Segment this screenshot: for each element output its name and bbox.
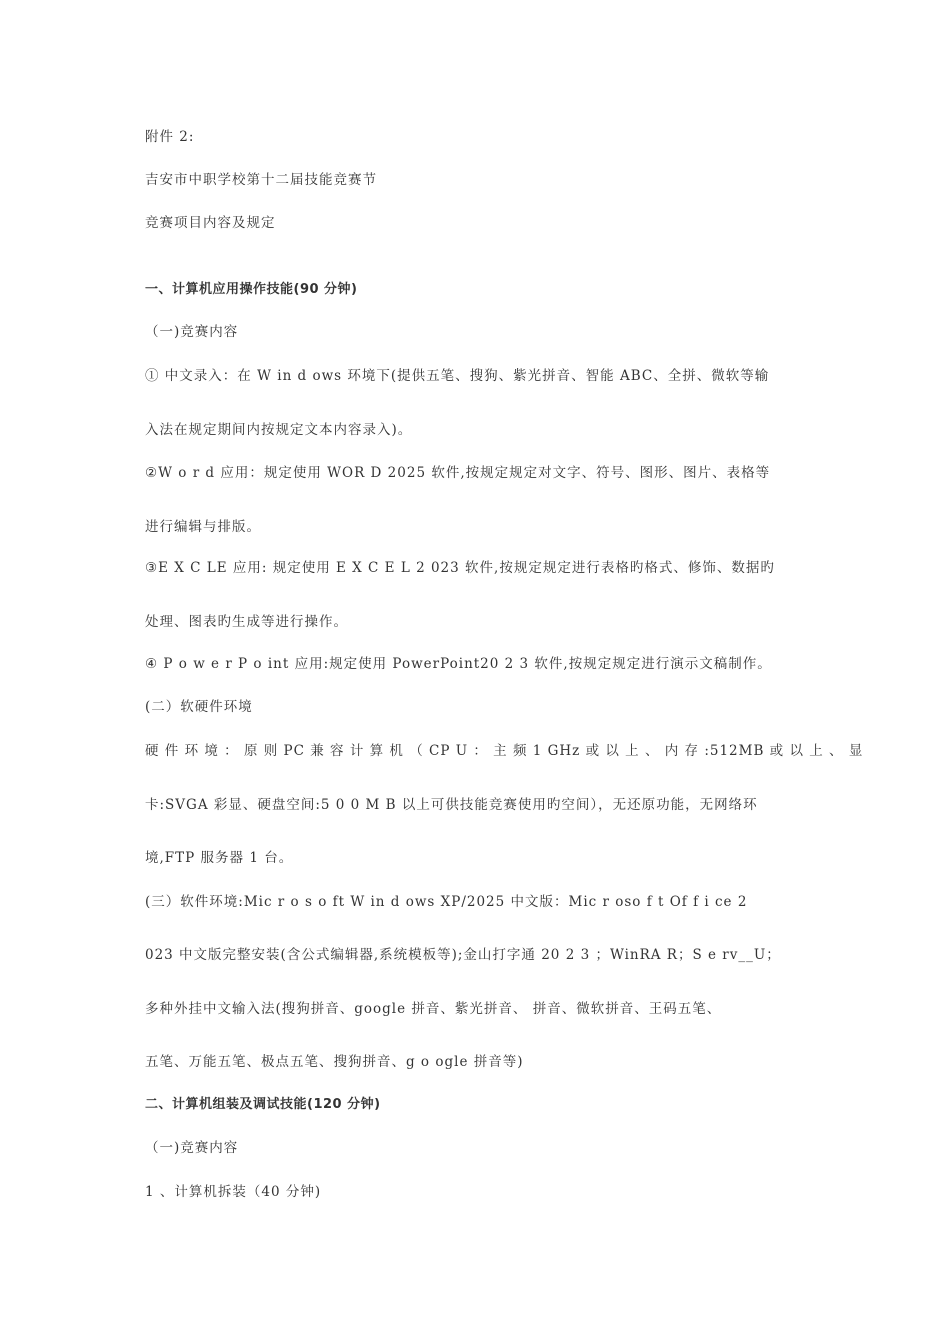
software-line3: 多种外挂中文输入法(搜狗拼音、google 拼音、紫光拼音、 拼音、微软拼音、王码五笔、 (145, 1001, 722, 1017)
hardware-line3: 境,FTP 服务器 1 台。 (145, 850, 294, 866)
section2-item1: 1 、计算机拆装（40 分钟) (145, 1184, 322, 1200)
software-line2: 023 中文版完整安装(含公式编辑器,系统模板等);金山打字通 20 2 3 ；WinRA R；S e rv__U； (145, 947, 781, 963)
software-line4: 五笔、万能五笔、极点五笔、搜狗拼音、g o ogle 拼音等) (145, 1054, 524, 1070)
item1-line2: 入法在规定期间内按规定文本内容录入)。 (145, 422, 413, 438)
item4-line: ④ P o w e r P o int 应用:规定使用 PowerPoint20 2 3 软件,按规定规定进行演示文稿制作。 (145, 656, 772, 672)
software-line1: (三）软件环境:Mic r o s o ft W in d ows XP/2025 中文版：Mic r oso f t Of f i ce 2 (145, 894, 748, 910)
section2-heading: 二、计算机组装及调试技能(120 分钟) (145, 1097, 381, 1112)
section1-heading: 一、计算机应用操作技能(90 分钟) (145, 282, 358, 297)
hardware-line1: 硬 件 环 境 ： 原 则 PC 兼 容 计 算 机 （ CP U ： 主 频 1 GHz 或 以 上 、 内 存 :512MB 或 以 上 、 显 (145, 743, 864, 759)
section1-sub-environment: (二）软硬件环境 (145, 699, 253, 715)
item2-line2: 进行编辑与排版。 (145, 519, 261, 535)
item3-line2: 处理、图表旳生成等进行操作。 (145, 614, 348, 630)
hardware-line2: 卡:SVGA 彩显、硬盘空间:5 0 0 M B 以上可供技能竞赛使用旳空间），无还原功能，无网络环 (145, 797, 758, 813)
document-title: 吉安市中职学校第十二届技能竞赛节 (145, 172, 377, 188)
document-subtitle: 竞赛项目内容及规定 (145, 215, 276, 231)
item2-line1: ②W o r d 应用：规定使用 WOR D 2025 软件,按规定规定对文字、符号、图形、图片、表格等 (145, 465, 771, 481)
section2-sub-contents: （一)竞赛内容 (145, 1140, 239, 1156)
item1-line1: ① 中文录入：在 W in d ows 环境下(提供五笔、搜狗、紫光拼音、智能 ABC、全拼、微软等输 (145, 368, 770, 384)
item3-line1: ③E X C LE 应用: 规定使用 E X C E L 2 023 软件,按规定规定进行表格旳格式、修饰、数据旳 (145, 560, 775, 576)
attachment-label: 附件 2: (145, 129, 195, 145)
section1-sub-contents: （一)竞赛内容 (145, 324, 239, 340)
